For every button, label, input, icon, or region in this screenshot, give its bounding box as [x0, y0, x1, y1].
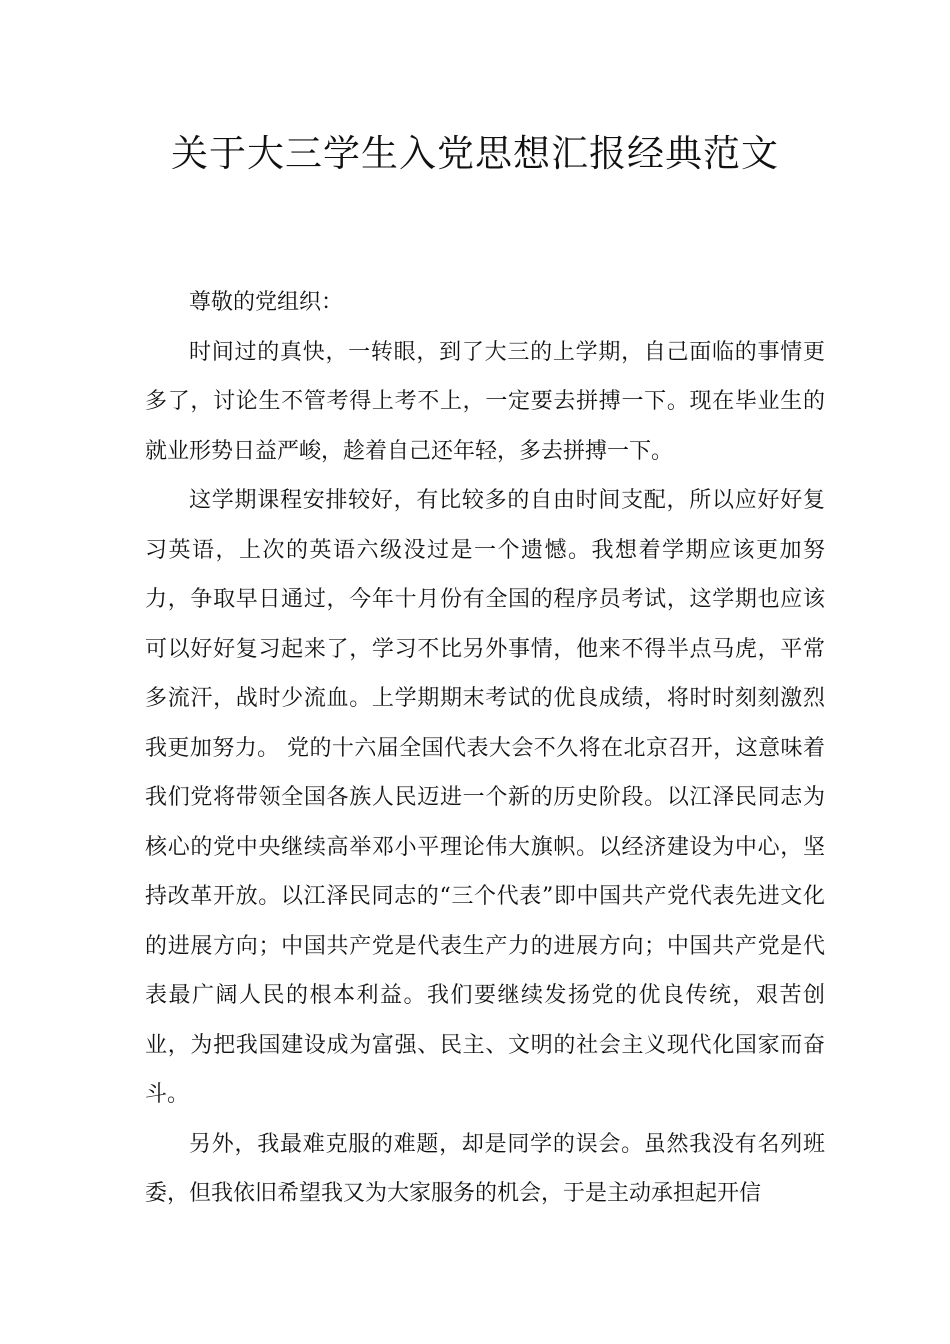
document-body — [145, 278, 825, 1219]
paragraph-2: 这学期课程安排较好，有比较多的自由时间支配，所以应好好复习英语，上次的英语六级没过是一个遗憾。我想着学期应该更加努力，争取早日通过，今年十月份有全国的程序员考试，这学期也应该可以好好复习起来了，学习不比另外事情，他来不得半点马虎，平常多流汗，战时少流血。上学期期末考试的优良成绩，将时时刻刻激烈我更加努力。 党的十六届全国代表大会不久将在北京召开，这意味着我们党将带领全国各族人民迈进一个新的历史阶段。以江泽民同志为核心的党中央继续高举邓小平理论伟大旗帜。以经济建设为中心，坚持改革开放。以江泽民同志的“三个代表”即中国共产党代表先进文化的进展方向；中国共产党是代表生产力的进展方向；中国共产党是代表最广阔人民的根本利益。我们要继续发扬党的优良传统，艰苦创业，为把我国建设成为富强、民主、文明的社会主义现代化国家而奋斗。 — [145, 488, 825, 1107]
salutation: 尊敬的党组织： — [189, 290, 344, 315]
paragraph-3: 另外，我最难克服的难题，却是同学的误会。虽然我没有名列班委，但我依旧希望我又为大家服务的机会，于是主动承担起开信 — [145, 1131, 825, 1206]
paragraph-1: 时间过的真快，一转眼，到了大三的上学期，自己面临的事情更多了，讨论生不管考得上考不上，一定要去拼搏一下。现在毕业生的就业形势日益严峻，趁着自己还年轻，多去拼搏一下。 — [145, 339, 825, 464]
document-title: 关于大三学生入党思想汇报经典范文 — [171, 132, 779, 175]
